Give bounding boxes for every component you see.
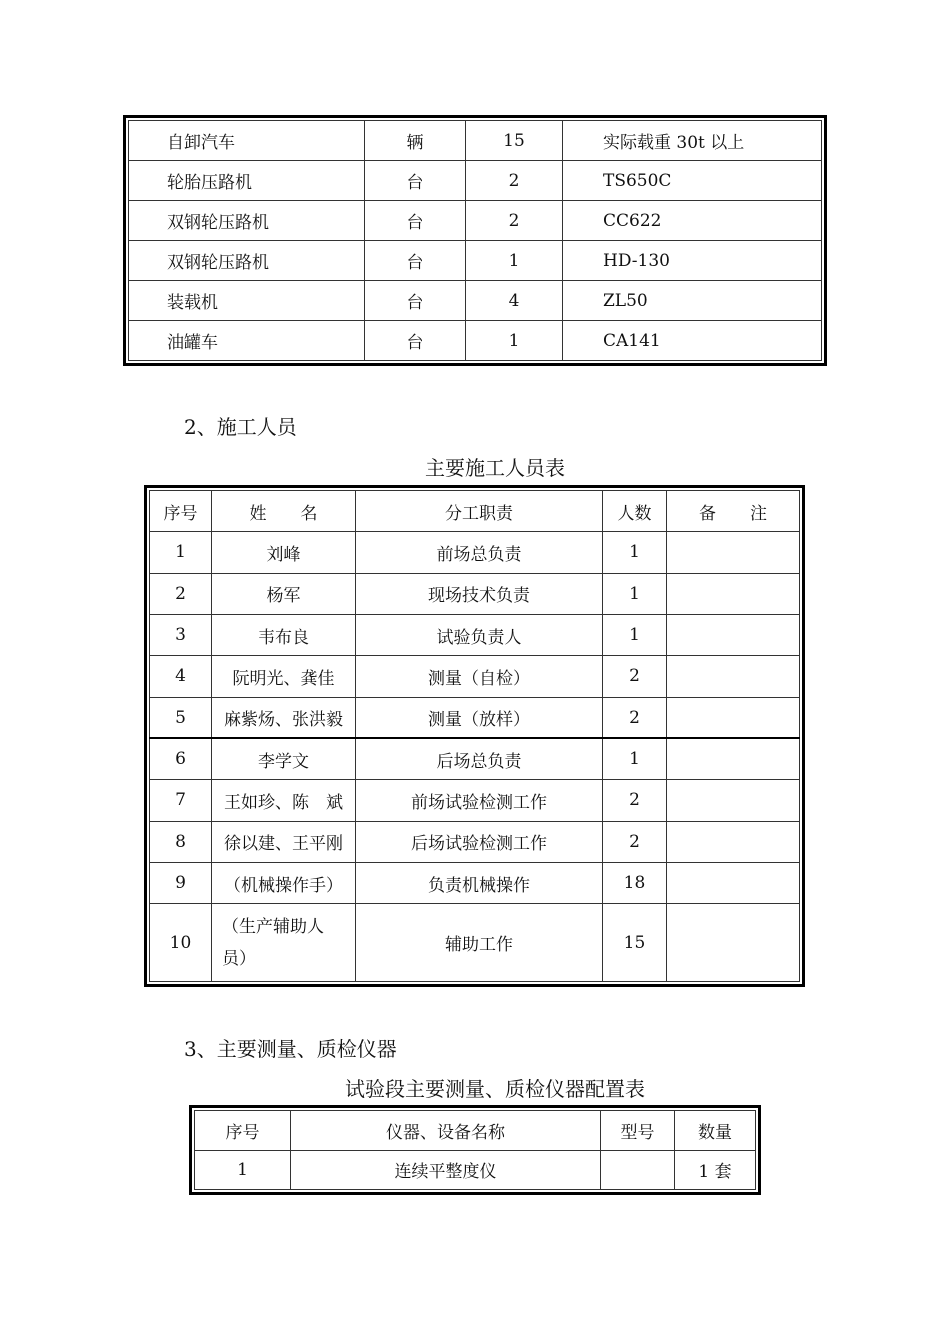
personnel-remark-cell [667,821,800,862]
personnel-row [150,821,800,862]
personnel-name-cell: （生产辅助人员） [212,904,356,982]
equipment-unit-cell: 台 [365,241,466,281]
personnel-count-cell: 1 [603,573,667,614]
equipment-name-cell: 轮胎压路机 [129,161,365,201]
personnel-row [150,697,800,738]
equipment-row [129,281,822,321]
personnel-count-cell: 2 [603,697,667,738]
personnel-table [144,485,805,987]
personnel-duty-cell: 测量（放样） [356,697,603,738]
equipment-row [129,321,822,361]
personnel-row [150,532,800,573]
personnel-name-cell: 阮明光、龚佳 [212,656,356,697]
header-remark: 备 注 [667,491,800,532]
personnel-duty-cell: 负责机械操作 [356,862,603,903]
personnel-duty-cell: 前场试验检测工作 [356,780,603,821]
personnel-row [150,573,800,614]
personnel-index-cell: 6 [150,738,212,779]
personnel-remark-cell [667,904,800,982]
personnel-index-cell: 7 [150,780,212,821]
equipment-unit-cell: 台 [365,201,466,241]
personnel-count-cell: 1 [603,532,667,573]
equipment-row [129,201,822,241]
personnel-count-cell: 2 [603,821,667,862]
header-count: 人数 [603,491,667,532]
equipment-name-cell: 自卸汽车 [129,121,365,161]
personnel-index-cell: 2 [150,573,212,614]
personnel-duty-cell: 辅助工作 [356,904,603,982]
personnel-count-cell: 15 [603,904,667,982]
personnel-index-cell: 1 [150,532,212,573]
instrument-model-cell [601,1150,675,1190]
equipment-name-cell: 双钢轮压路机 [129,201,365,241]
section-3-heading: 3、主要测量、质检仪器 [184,1037,397,1061]
personnel-name-cell: 徐以建、王平刚 [212,821,356,862]
personnel-duty-cell: 测量（自检） [356,656,603,697]
personnel-row [150,656,800,697]
personnel-row [150,862,800,903]
equipment-spec-cell: CA141 [563,321,822,361]
personnel-name-cell: （机械操作手） [212,862,356,903]
equipment-spec-cell: TS650C [563,161,822,201]
equipment-quantity-cell: 1 [466,241,563,281]
equipment-quantity-cell: 2 [466,161,563,201]
personnel-duty-cell: 前场总负责 [356,532,603,573]
equipment-spec-cell: ZL50 [563,281,822,321]
header-name: 姓 名 [212,491,356,532]
personnel-count-cell: 2 [603,656,667,697]
header-duty: 分工职责 [356,491,603,532]
equipment-row [129,161,822,201]
personnel-name-cell: 刘峰 [212,532,356,573]
equipment-row [129,121,822,161]
equipment-spec-cell: 实际载重 30t 以上 [563,121,822,161]
personnel-duty-cell: 后场总负责 [356,738,603,779]
personnel-row [150,904,800,982]
personnel-count-cell: 1 [603,738,667,779]
equipment-name-cell: 双钢轮压路机 [129,241,365,281]
personnel-row [150,614,800,655]
personnel-remark-cell [667,780,800,821]
equipment-unit-cell: 辆 [365,121,466,161]
personnel-row [150,738,800,779]
personnel-remark-cell [667,697,800,738]
instrument-index-cell: 1 [195,1150,291,1190]
personnel-table-caption: 主要施工人员表 [425,456,565,480]
personnel-count-cell: 18 [603,862,667,903]
equipment-spec-cell: CC622 [563,201,822,241]
instrument-table-caption: 试验段主要测量、质检仪器配置表 [345,1077,645,1101]
header-index: 序号 [195,1111,291,1151]
personnel-duty-cell: 试验负责人 [356,614,603,655]
equipment-name-cell: 装载机 [129,281,365,321]
personnel-name-cell: 李学文 [212,738,356,779]
personnel-index-cell: 3 [150,614,212,655]
instrument-name-cell: 连续平整度仪 [291,1150,601,1190]
personnel-index-cell: 9 [150,862,212,903]
personnel-name-cell: 杨军 [212,573,356,614]
equipment-row [129,241,822,281]
instrument-header-row [195,1111,756,1151]
instrument-quantity-cell: 1 套 [675,1150,756,1190]
equipment-quantity-cell: 15 [466,121,563,161]
personnel-duty-cell: 后场试验检测工作 [356,821,603,862]
header-model: 型号 [601,1111,675,1151]
equipment-unit-cell: 台 [365,281,466,321]
equipment-quantity-cell: 2 [466,201,563,241]
equipment-table [123,115,827,366]
equipment-unit-cell: 台 [365,161,466,201]
personnel-remark-cell [667,738,800,779]
equipment-unit-cell: 台 [365,321,466,361]
personnel-name-cell: 王如珍、陈 斌 [212,780,356,821]
section-2-heading: 2、施工人员 [184,415,297,439]
personnel-name-cell: 韦布良 [212,614,356,655]
personnel-count-cell: 2 [603,780,667,821]
equipment-spec-cell: HD-130 [563,241,822,281]
personnel-count-cell: 1 [603,614,667,655]
equipment-quantity-cell: 4 [466,281,563,321]
personnel-remark-cell [667,656,800,697]
header-quantity: 数量 [675,1111,756,1151]
equipment-name-cell: 油罐车 [129,321,365,361]
personnel-index-cell: 10 [150,904,212,982]
personnel-remark-cell [667,614,800,655]
personnel-remark-cell [667,862,800,903]
personnel-duty-cell: 现场技术负责 [356,573,603,614]
header-instrument-name: 仪器、设备名称 [291,1111,601,1151]
personnel-row [150,780,800,821]
personnel-index-cell: 4 [150,656,212,697]
equipment-quantity-cell: 1 [466,321,563,361]
personnel-remark-cell [667,532,800,573]
personnel-remark-cell [667,573,800,614]
personnel-header-row [150,491,800,532]
personnel-index-cell: 8 [150,821,212,862]
personnel-name-cell: 麻紫炀、张洪毅 [212,697,356,738]
instrument-row [195,1150,756,1190]
instrument-table [189,1105,761,1195]
header-index: 序号 [150,491,212,532]
personnel-index-cell: 5 [150,697,212,738]
